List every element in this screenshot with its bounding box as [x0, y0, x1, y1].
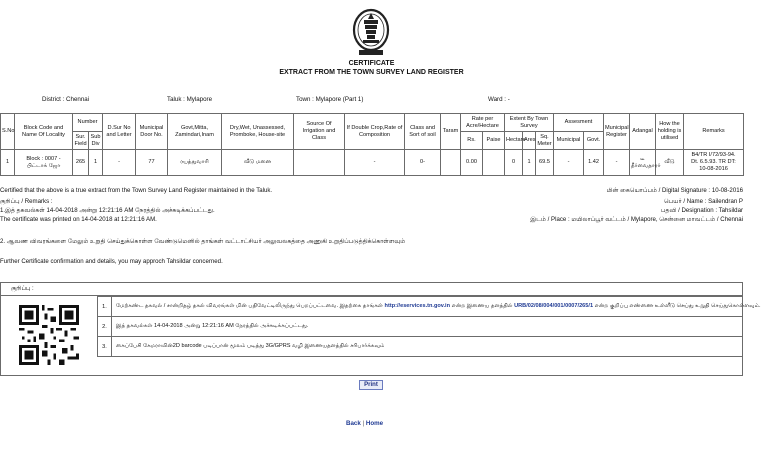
note-row	[98, 297, 743, 317]
header-irrigation: Source Of Irrigation and Class	[294, 114, 345, 150]
cell-class-soil: 0-	[405, 150, 441, 176]
cell-door-no: 77	[136, 150, 168, 176]
header-hectare: Hectare	[505, 132, 523, 150]
header-number: Number	[73, 114, 103, 132]
header-adangal: Adangal	[630, 114, 656, 150]
remark2-tamil: 2. ஆவண விவரங்களை மேலும் உறுதி செய்துக்கொள்ள வேண்டுமெனில் தாங்கள் வட்டாட்சியர் அலுவலகத்தை அணுகி உறுதிப்படுத்திக்கொள்ளவும்	[0, 238, 406, 245]
cell-sur-field: 265	[73, 150, 89, 176]
ward-label: Ward : -	[488, 96, 510, 103]
note-row	[98, 337, 743, 357]
cell-hectare: 0	[505, 150, 523, 176]
cell-remarks	[684, 150, 744, 176]
header-sub-div: Sub Div	[89, 132, 103, 150]
cell-holding: வீடு	[656, 150, 684, 176]
footer-links	[346, 420, 383, 427]
reference-code: URB/02/08/004/001/0007/265/1	[514, 303, 594, 309]
header-assessment: Assesment	[554, 114, 604, 132]
town-label: Town : Mylapore (Part 1)	[296, 96, 364, 103]
header-extent: Extent By Town Survey	[505, 114, 554, 132]
signature-date: மின் கையொப்பம் / Digital Signature : 10-08-2016	[606, 187, 743, 194]
remarks-label: குறிப்பு / Remarks :	[0, 198, 53, 205]
cell-municipal: -	[554, 150, 584, 176]
header-govt: Govt.	[584, 132, 604, 150]
cell-sq-meter: 69.5	[536, 150, 554, 176]
header-govt-mitta: Govt,Mitta, Zamindari,Inam	[168, 114, 222, 150]
note-text: கைப்பேசி கேமராவின்2D barcode படிப்பான் மூலம் படித்து 3G/GPRS வழி இணையதளத்தில் சரிபார்க்கவும்	[112, 337, 743, 357]
header-block-code: Block Code and Name Of Locality	[15, 114, 73, 150]
header-taram: Taram	[441, 114, 461, 150]
cell-govt: 1.42	[584, 150, 604, 176]
header-rate-per-acre: Rate per Acre/Hectare	[461, 114, 505, 132]
notes-header: குறிப்பு :	[1, 283, 742, 296]
note-text: இத் தகவல்கள் 14-04-2018 அன்று 12:21:16 AM நேரத்தில் அச்சுடிக்கப்பட்டது.	[112, 317, 743, 337]
cell-double-crop: -	[345, 150, 405, 176]
footer-separator: |	[362, 420, 365, 427]
note-number: 2.	[98, 317, 112, 337]
header-paise: Paise	[483, 132, 505, 150]
home-link[interactable]: Home	[365, 420, 384, 427]
note-row	[98, 317, 743, 337]
cell-irrigation	[294, 150, 345, 176]
header-municipal-register: Municipal Register	[604, 114, 630, 150]
header-sq-meter: Sq. Meter	[536, 132, 554, 150]
note-text-part: மேற்கண்ட தகவல் / சான்றிதழ் தகல் விவரங்கள் மின் பதிவேட்டிலிருந்து பெறப்பட்டவை. இதற்கை தாங்கள்	[116, 303, 383, 309]
header-rs: Rs.	[461, 132, 483, 150]
header-dry-wet: Dry,Wet, Unassessed, Promboke, House-site	[222, 114, 294, 150]
cell-sub-div: 1	[89, 150, 103, 176]
header-class-soil: Class and Sort of soil	[405, 114, 441, 150]
signature-name: பெயர் / Name : Sailendran P	[664, 198, 743, 205]
signature-designation: பதவி / Designation : Tahsildar	[660, 207, 743, 214]
header-ares: Ares	[523, 132, 536, 150]
table-row	[1, 150, 744, 176]
cell-municipal-register: -	[604, 150, 630, 176]
note-number: 1.	[98, 297, 112, 317]
remarks-line: B4/TR I/72/93-94.	[691, 152, 736, 159]
back-link[interactable]: Back	[346, 420, 361, 427]
header-municipal: Municipal	[554, 132, 584, 150]
note-text	[112, 297, 761, 317]
header-door-no: Municipal Door No.	[136, 114, 168, 150]
certificate-title: CERTIFICATE	[348, 60, 395, 67]
cell-dry-wet: வீடு மனை	[222, 150, 294, 176]
qr-code-icon	[19, 305, 79, 365]
cell-taram	[441, 150, 461, 176]
header-sur-field: Sur. Field	[73, 132, 89, 150]
note-number: 3.	[98, 337, 112, 357]
header-remarks: Remarks	[684, 114, 744, 150]
tamilnadu-emblem-icon	[351, 6, 391, 58]
land-register-table	[0, 113, 744, 176]
cell-govt-mitta: ரயத்துவாரி	[168, 150, 222, 176]
cell-rs: 0.00	[461, 150, 483, 176]
district-label: District : Chennai	[42, 96, 90, 103]
cell-paise	[483, 150, 505, 176]
header-double-crop: If Double Crop,Rate of Composition	[345, 114, 405, 150]
cell-block-code: Block : 0007 - பிட்டாக் ஜோ	[15, 150, 73, 176]
eservices-link[interactable]: http://eservices.tn.gov.in	[384, 303, 451, 309]
header-sno: S.No	[1, 114, 15, 150]
remark1-tamil: 1.இத் தகவல்கள் 14-04-2018 அன்று 12:21:16 AM நேரத்தில் அச்சுடிக்கப்பட்டது.	[0, 207, 215, 214]
cell-sno: 1	[1, 150, 15, 176]
cell-adangal: டீ தீர்வைதாரர்	[630, 150, 656, 176]
signature-place: இடம் / Place : மயிலாப்பூர் வட்டம் / Mylapore, சென்னை மாவட்டம் / Chennai	[530, 216, 743, 223]
cell-ares: 1	[523, 150, 536, 176]
remark1-english: The certificate was printed on 14-04-2018 at 12:21:16 AM.	[0, 216, 157, 223]
certificate-subtitle: EXTRACT FROM THE TOWN SURVEY LAND REGISTER	[279, 69, 464, 76]
remarks-line: 10-08-2016	[699, 165, 728, 172]
note-text-part: என்ற குறிப்பு எண்ணை உள்ளீடு செய்து உறுதி செய்துகொள்ளவும்.	[594, 303, 761, 309]
certified-statement: Certified that the above is a true extract from the Town Survey Land Register maintained in the Taluk.	[0, 187, 273, 194]
note-text-part: என்ற இணைய தளத்தில்	[451, 303, 513, 309]
cell-d-sur-no: -	[103, 150, 136, 176]
remark2-english: Further Certificate confirmation and details, you may approch Tahsildar concerned.	[0, 258, 223, 265]
notes-box	[0, 282, 761, 376]
notes-table	[97, 296, 761, 357]
header-holding: How the holding is utilised	[656, 114, 684, 150]
taluk-label: Taluk : Mylapore	[167, 96, 213, 103]
header-d-sur-no: D.Sur No and Letter	[103, 114, 136, 150]
print-button[interactable]: Print	[359, 380, 383, 390]
remarks-line: Dt. 6.5.93. TR DT:	[691, 159, 736, 165]
